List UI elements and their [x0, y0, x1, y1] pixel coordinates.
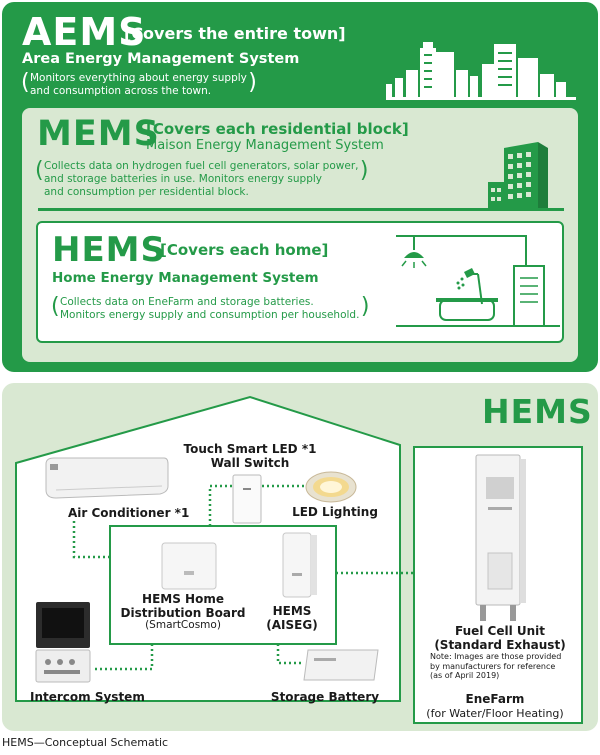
distribution-board-label-line-2: Distribution Board	[120, 606, 246, 620]
mems-title: MEMS	[37, 114, 160, 154]
image-source-note	[430, 652, 572, 681]
aems-desc-line-2: and consumption across the town.	[30, 85, 212, 97]
aiseg-hub-icon	[280, 529, 320, 601]
hems-desc-line-2: Monitors energy supply and consumption per household.	[60, 309, 360, 321]
mems-desc-line-1: ( Collects data on hydrogen fuel cell generators, solar power,	[44, 160, 359, 172]
aems-coverage: [Covers the entire town]	[124, 24, 346, 43]
led-lighting-label: LED Lighting	[292, 505, 378, 519]
air-conditioner-label: Air Conditioner *1	[68, 506, 190, 520]
mems-desc-line-2: and storage batteries in use. Monitors energy supply	[44, 173, 323, 185]
schematic-title: HEMS	[482, 392, 593, 431]
touch-switch-label-line-2: Wall Switch	[210, 456, 290, 470]
fuel-cell-label-line-2: (Standard Exhaust)	[434, 638, 566, 652]
intercom-icon	[34, 600, 92, 684]
aiseg-label-line-1: HEMS	[272, 604, 312, 618]
touch-switch-icon	[232, 474, 262, 524]
hems-description	[52, 296, 367, 322]
mems-desc-line-3: and consumption per residential block.	[44, 186, 249, 198]
fuel-cell-label-line-1: Fuel Cell Unit	[454, 624, 546, 638]
hems-title: HEMS	[52, 230, 167, 270]
led-light-icon	[304, 470, 358, 504]
hems-coverage: [Covers each home]	[160, 241, 329, 259]
hems-name: Home Energy Management System	[52, 270, 319, 286]
mems-description	[36, 160, 366, 199]
storage-battery-label: Storage Battery	[270, 690, 380, 704]
apartment-building-icon	[488, 142, 550, 210]
distribution-board-sublabel: (SmartCosmo)	[145, 619, 221, 631]
enefarm-sublabel: (for Water/Floor Heating)	[426, 707, 564, 720]
touch-switch-label	[170, 442, 330, 470]
fuel-cell-unit-icon	[470, 453, 528, 623]
storage-battery-icon	[302, 648, 380, 682]
mems-coverage: [Covers each residential block]	[146, 120, 409, 138]
aems-title: AEMS	[22, 10, 147, 54]
image-source-note-line-1: Note: Images are those provided	[430, 652, 562, 661]
aems-description	[22, 72, 255, 98]
mems-name: Maison Energy Management System	[146, 138, 384, 153]
aiseg-label	[262, 604, 322, 632]
distribution-board-label	[118, 592, 248, 620]
aiseg-label-line-2: (AISEG)	[266, 618, 318, 632]
image-source-note-line-2: by manufacturers for reference	[430, 661, 556, 671]
fuel-cell-label	[420, 624, 580, 652]
home-interior-icon	[396, 232, 560, 332]
intercom-label: Intercom System	[30, 690, 145, 704]
distribution-board-label-line-1: HEMS Home	[142, 592, 224, 606]
distribution-board-icon	[160, 541, 218, 591]
touch-switch-label-line-1: Touch Smart LED *1	[183, 442, 317, 456]
aems-desc-line-1: ( Monitors everything about energy supply	[30, 72, 247, 84]
air-conditioner-icon	[42, 456, 170, 502]
mems-ground-line	[38, 208, 564, 211]
image-source-note-line-3: (as of April 2019)	[430, 671, 500, 680]
figure-caption: HEMS—Conceptual Schematic	[2, 736, 169, 749]
hems-desc-line-1: ( Collects data on EneFarm and storage batteries.	[60, 296, 314, 308]
town-skyline-icon	[386, 40, 576, 100]
aems-name: Area Energy Management System	[22, 51, 300, 67]
enefarm-label: EneFarm	[465, 692, 525, 706]
